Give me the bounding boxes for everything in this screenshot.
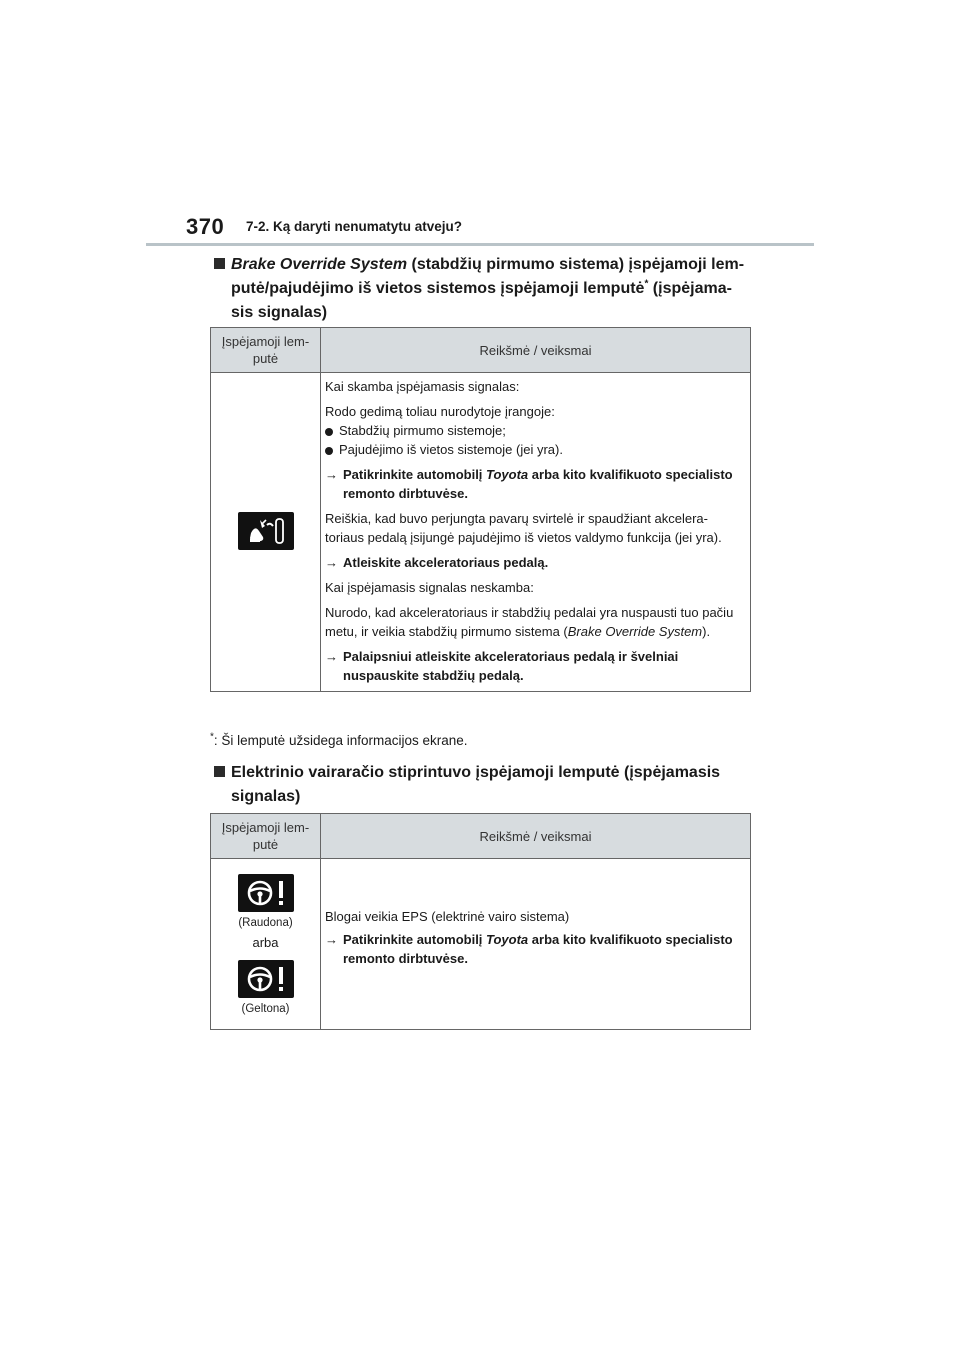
action-text: arba kito kvalifikuoto specialisto remonto dirbtuvėse. [343, 931, 733, 966]
arrow-right-icon: → [325, 467, 338, 482]
text-eps-malfunction: Blogai veikia EPS (elektrinė vairo sistema) [325, 908, 570, 924]
action-release-accelerator [325, 553, 746, 572]
heading-footnote-mark: * [644, 278, 649, 290]
arrow-right-icon: → [325, 555, 338, 570]
section-heading-brake-override [214, 253, 754, 325]
action-brand: Toyota [486, 931, 529, 947]
paragraph-text: Nurodo, kad akceleratoriaus ir stabdžių pedalai yra nuspausti tuo pačiu metu, ir veikia stabdžių pirmumo sistema ( [325, 605, 734, 639]
action-text: Patikrinkite automobilį [343, 931, 487, 947]
or-text: arba [252, 934, 279, 950]
paragraph-italic: Brake Override System [567, 624, 703, 639]
text-shift-lever: Reiškia, kad buvo perjungta pavarų svirtelė ir spaudžiant akcelera-toriaus pedalą įsijungė pajudėjimo iš vietos valdymo funkcija (jei yra). [325, 511, 722, 545]
action-text: Patikrinkite automobilį [343, 467, 487, 482]
text-pedals-pressed [325, 603, 746, 641]
bullet-text: Pajudėjimo iš vietos sistemoje (jei yra). [339, 442, 563, 457]
square-bullet-icon [214, 258, 225, 269]
arrow-right-icon: → [325, 649, 338, 664]
heading-line1: Elektrinio vairaračio stiprintuvo įspėjamoji lemputė (įspėjamasis [231, 764, 721, 781]
action-text: arba kito kvalifikuoto specialisto remonto dirbtuvėse. [343, 467, 733, 501]
action-text: Palaipsniui atleiskite akceleratoriaus pedalą ir švelniai nuspauskite stabdžių pedalą. [343, 649, 679, 683]
brake-override-icon [238, 512, 294, 550]
column-header-lamp: Įspėjamoji lem-putė [211, 814, 321, 859]
section-heading-eps [214, 761, 754, 809]
icon-label-yellow: (Geltona) [241, 1002, 290, 1015]
paragraph-text: ). [702, 624, 711, 639]
text-malfunction: Rodo gedimą toliau nurodytoje įrangoje: [325, 404, 555, 419]
meaning-cell [321, 373, 751, 692]
warning-table-brake-override [210, 327, 751, 692]
heading-line2: putė/pajudėjimo iš vietos sistemos įspėjamoji lemputė [231, 280, 645, 297]
heading-italic-part: Brake Override System [231, 256, 408, 273]
column-header-lamp: Įspėjamoji lem-putė [211, 328, 321, 373]
text-alarm-silent: Kai įspėjamasis signalas neskamba: [325, 580, 534, 595]
action-check-vehicle [325, 465, 746, 503]
bullet-text: Stabdžių pirmumo sistemoje; [339, 423, 506, 438]
heading-line2-end: (įspėjama- [648, 280, 732, 297]
bullet-item [325, 421, 746, 440]
lamp-cell [211, 859, 321, 1030]
text-alarm-sounds: Kai skamba įspėjamasis signalas: [325, 379, 520, 394]
footnote-text: : Ši lemputė užsidega informacijos ekrane. [213, 733, 468, 748]
action-text: Atleiskite akceleratoriaus pedalą. [343, 555, 549, 570]
column-header-meaning: Reikšmė / veiksmai [321, 814, 751, 859]
steering-warning-yellow-icon [238, 960, 294, 998]
header-divider [146, 243, 814, 246]
lamp-cell [211, 373, 321, 692]
bullet-dot-icon [325, 428, 333, 436]
square-bullet-icon [214, 766, 225, 777]
column-header-meaning: Reikšmė / veiksmai [321, 328, 751, 373]
meaning-cell [321, 859, 751, 1030]
footnote [210, 733, 468, 748]
heading-line2: signalas) [231, 788, 301, 805]
steering-warning-red-icon [238, 874, 294, 912]
bullet-item [325, 440, 746, 459]
heading-line3: sis signalas) [231, 304, 328, 321]
bullet-dot-icon [325, 447, 333, 455]
warning-table-eps [210, 813, 751, 1030]
icon-label-red: (Raudona) [238, 916, 293, 929]
page-number: 370 [186, 214, 225, 239]
action-check-vehicle [325, 930, 746, 968]
action-brand: Toyota [486, 467, 529, 482]
footnote-mark: * [210, 731, 214, 743]
action-gradually-release [325, 647, 746, 685]
chapter-title: 7-2. Ką daryti nenumatytu atveju? [246, 219, 463, 234]
heading-line1-rest: (stabdžių pirmumo sistema) įspėjamoji lem- [407, 256, 745, 273]
arrow-right-icon: → [325, 931, 338, 947]
